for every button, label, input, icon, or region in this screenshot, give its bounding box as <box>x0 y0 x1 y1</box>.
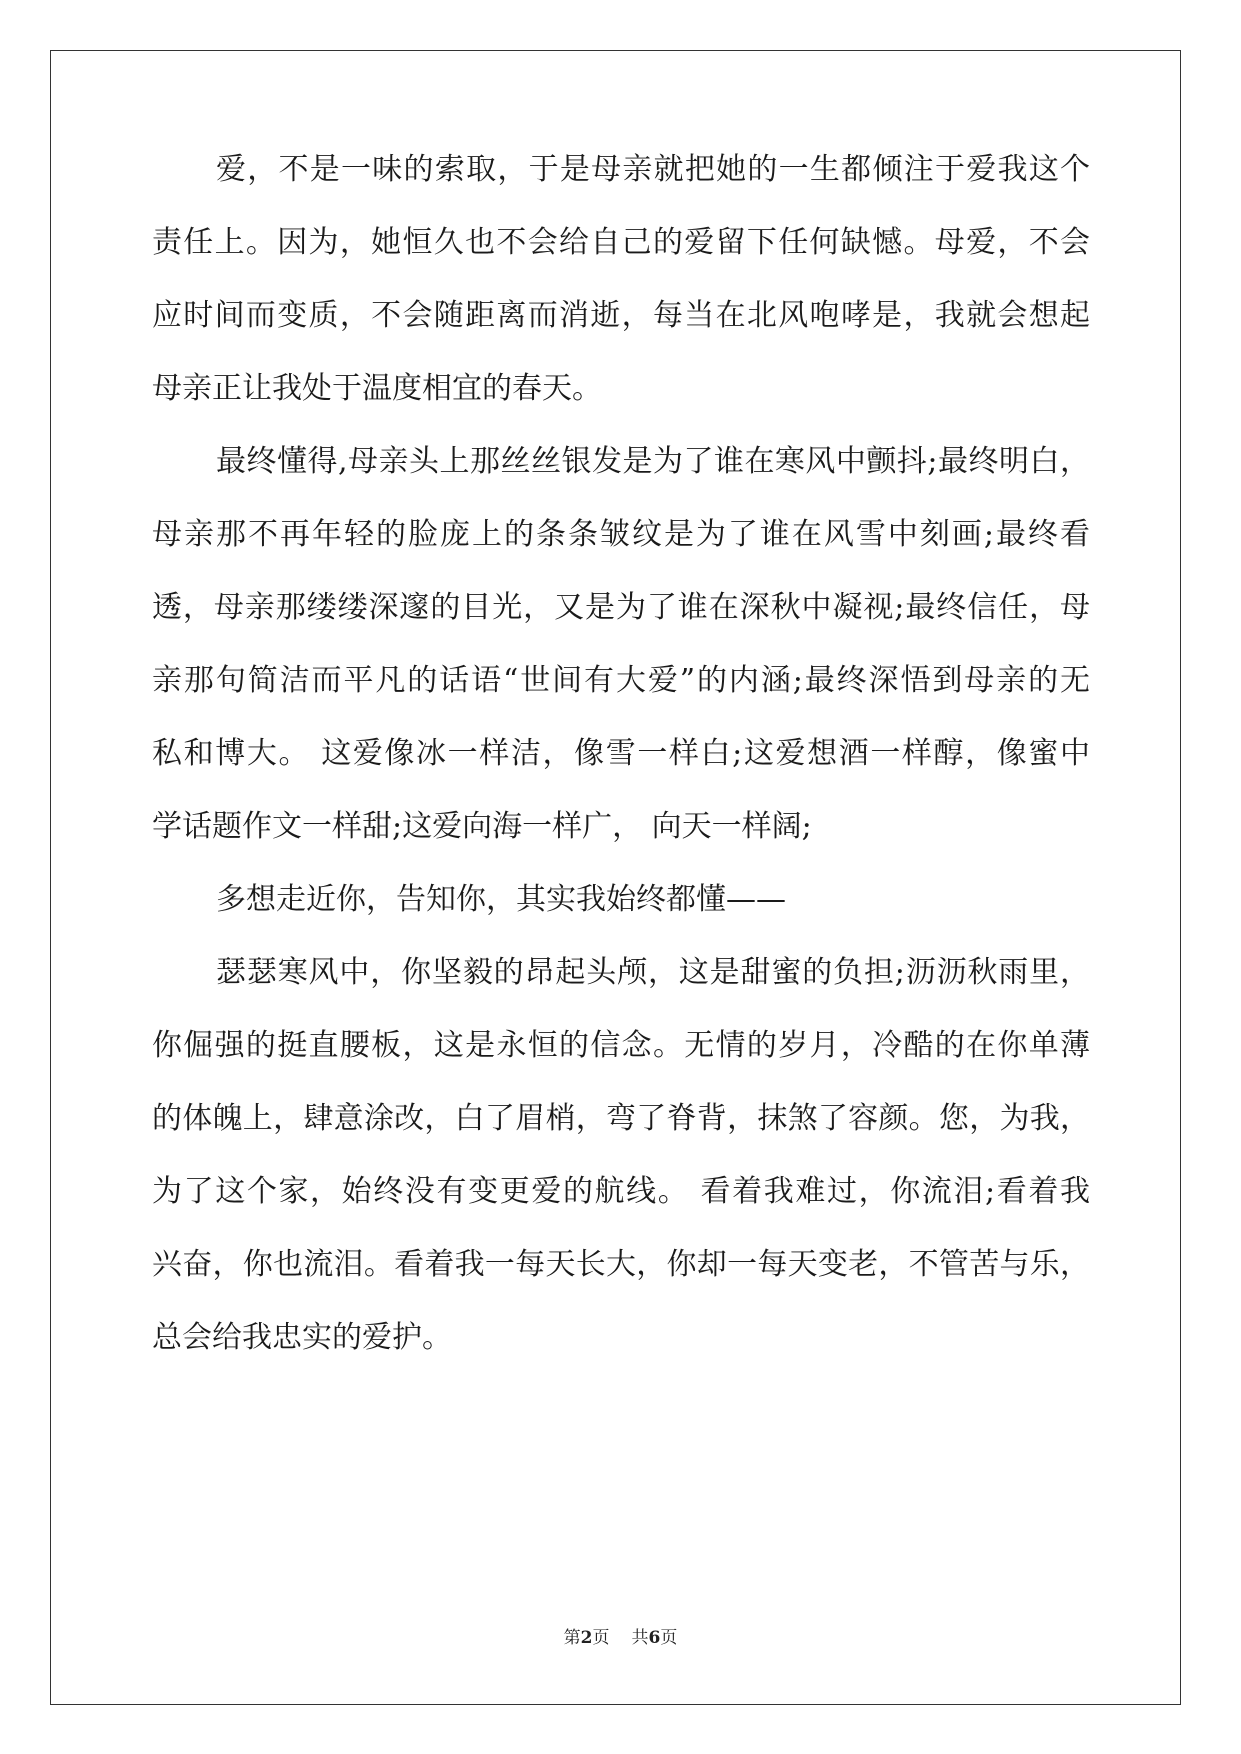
page-number-label: 第2页 <box>563 1628 610 1648</box>
text-line: 透，母亲那缕缕深邃的目光，又是为了谁在深秋中凝视;最终信任，母 <box>152 590 1090 625</box>
total-pages-label: 共6页 <box>631 1628 678 1648</box>
text-line: 瑟瑟寒风中，你坚毅的昂起头颅，这是甜蜜的负担;沥沥秋雨里， <box>216 955 1090 990</box>
text-line: 亲那句简洁而平凡的话语“世间有大爱”的内涵;最终深悟到母亲的无 <box>152 663 1090 698</box>
text-line: 总会给我忠实的爱护。 <box>152 1320 452 1355</box>
text-line: 爱，不是一味的索取，于是母亲就把她的一生都倾注于爱我这个 <box>216 152 1090 187</box>
text-line: 母亲正让我处于温度相宜的春天。 <box>152 371 602 406</box>
text-line: 最终懂得,母亲头上那丝丝银发是为了谁在寒风中颤抖;最终明白， <box>216 444 1090 479</box>
text-line: 学话题作文一样甜;这爱向海一样广， 向天一样阔; <box>152 809 812 844</box>
text-line: 应时间而变质，不会随距离而消逝，每当在北风咆哮是，我就会想起 <box>152 298 1090 333</box>
page-footer <box>0 1626 1241 1650</box>
text-line: 私和博大。 这爱像冰一样洁，像雪一样白;这爱想酒一样醇，像蜜中 <box>152 736 1090 771</box>
text-line: 多想走近你，告知你，其实我始终都懂—— <box>216 882 786 917</box>
text-line: 母亲那不再年轻的脸庞上的条条皱纹是为了谁在风雪中刻画;最终看 <box>152 517 1090 552</box>
text-line: 兴奋，你也流泪。看着我一每天长大，你却一每天变老，不管苦与乐， <box>152 1247 1090 1282</box>
text-line: 的体魄上，肆意涂改，白了眉梢，弯了脊背，抹煞了容颜。您，为我， <box>152 1101 1090 1136</box>
text-line: 为了这个家，始终没有变更爱的航线。 看着我难过，你流泪;看着我 <box>152 1174 1090 1209</box>
text-line: 责任上。因为，她恒久也不会给自己的爱留下任何缺憾。母爱，不会 <box>152 225 1090 260</box>
text-line: 你倔强的挺直腰板，这是永恒的信念。无情的岁月，冷酷的在你单薄 <box>152 1028 1090 1063</box>
